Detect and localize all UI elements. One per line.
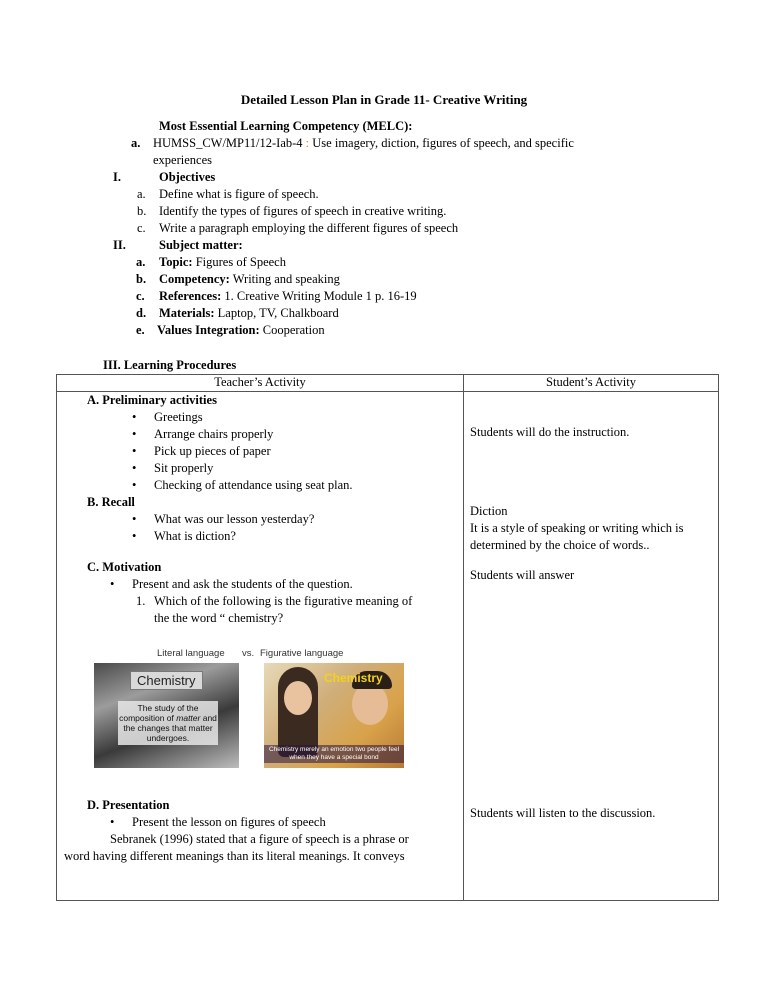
literal-word-box: Chemistry [130, 671, 203, 690]
subject-value: Laptop, TV, Chalkboard [214, 306, 339, 320]
list-item: • Arrange chairs properly [154, 427, 273, 442]
student-response-d: Students will listen to the discussion. [470, 806, 656, 820]
teacher-activity-cell [57, 392, 464, 901]
melc-marker: a. [131, 136, 141, 150]
subject-item-materials [159, 306, 339, 321]
student-response-b-line: It is a style of speaking or writing which is [470, 521, 684, 535]
subject-item-competency [159, 272, 340, 287]
melc-text [153, 136, 574, 151]
literal-def-emphasis: matter [176, 713, 201, 723]
literal-chemistry-image [94, 663, 239, 768]
procedures-heading: III. Learning Procedures [103, 358, 237, 372]
student-response-c: Students will answer [470, 568, 575, 582]
question-number: 1. [136, 594, 146, 608]
document-title: Detailed Lesson Plan in Grade 11- Creative Writing [240, 92, 528, 107]
subject-label: Topic: [159, 255, 193, 269]
subject-value: Cooperation [259, 323, 325, 337]
student-activity-cell [464, 392, 719, 901]
subject-label: Values Integration: [157, 323, 260, 337]
objective-marker: b. [137, 204, 147, 218]
literal-def-line: The study of the [137, 703, 199, 713]
subject-item-references [159, 289, 417, 304]
col-header-student: Student’s Activity [464, 375, 719, 392]
subject-marker: e. [136, 323, 145, 337]
figurative-definition [264, 745, 404, 763]
melc-description-cont: experiences [153, 153, 212, 167]
literal-def-line [118, 713, 218, 723]
list-item: • Pick up pieces of paper [154, 444, 271, 459]
question-text: Which of the following is the figurative meaning of [154, 594, 413, 608]
literal-def-line: undergoes. [146, 733, 190, 743]
subject-label: References: [159, 289, 222, 303]
literal-definition [118, 701, 218, 745]
image-caption-figurative: Figurative language [260, 648, 344, 659]
image-caption-literal: Literal language [157, 648, 225, 659]
subject-item-values [157, 323, 325, 338]
melc-description: Use imagery, diction, figures of speech, and specific [309, 136, 574, 150]
subject-item-topic [159, 255, 286, 270]
list-item: • Checking of attendance using seat plan. [154, 478, 353, 493]
face-right-icon [352, 683, 388, 725]
student-response-a: Students will do the instruction. [470, 425, 630, 439]
list-item: • What is diction? [154, 529, 236, 544]
figurative-word: Chemistry [324, 671, 383, 685]
literal-def-part: composition of [119, 713, 177, 723]
literal-def-part: and [200, 713, 217, 723]
objective-item: Define what is figure of speech. [159, 187, 319, 201]
melc-colon: : [302, 136, 310, 150]
list-item: • What was our lesson yesterday? [154, 512, 314, 527]
section-c-label: C. Motivation [87, 560, 162, 574]
section-b-label: B. Recall [87, 495, 135, 509]
procedures-table [56, 374, 719, 901]
subject-value: Figures of Speech [192, 255, 286, 269]
subject-label: Materials: [159, 306, 215, 320]
presentation-paragraph: Sebranek (1996) stated that a figure of speech is a phrase or [110, 832, 409, 846]
objective-marker: c. [137, 221, 146, 235]
subject-heading: Subject matter: [159, 238, 243, 252]
objectives-numeral: I. [113, 170, 121, 184]
subject-marker: b. [136, 272, 147, 286]
list-item: • Present and ask the students of the question. [132, 577, 353, 592]
figurative-chemistry-image [264, 663, 404, 768]
list-item: • Greetings [154, 410, 203, 425]
objectives-heading: Objectives [159, 170, 216, 184]
subject-value: Writing and speaking [229, 272, 340, 286]
subject-marker: a. [136, 255, 146, 269]
student-response-b-line: determined by the choice of words.. [470, 538, 650, 552]
literal-def-line: the changes that matter [123, 723, 213, 733]
objective-marker: a. [137, 187, 146, 201]
list-item: • Sit properly [154, 461, 213, 476]
subject-marker: d. [136, 306, 147, 320]
figurative-def-line: when they have a special bond [289, 754, 379, 761]
face-left-icon [284, 681, 312, 715]
student-response-b-title: Diction [470, 504, 508, 518]
section-d-label: D. Presentation [87, 798, 170, 812]
figurative-def-line: Chemistry merely an emotion two people feel [268, 746, 400, 753]
subject-value: 1. Creative Writing Module 1 p. 16-19 [221, 289, 417, 303]
subject-numeral: II. [113, 238, 126, 252]
question-text-cont: the the word “ chemistry? [154, 611, 284, 625]
list-item: • Present the lesson on figures of speech [132, 815, 326, 830]
subject-label: Competency: [159, 272, 230, 286]
subject-marker: c. [136, 289, 145, 303]
objective-item: Write a paragraph employing the different figures of speech [159, 221, 459, 235]
presentation-paragraph-cont: word having different meanings than its literal meanings. It conveys [64, 849, 405, 863]
objective-item: Identify the types of figures of speech in creative writing. [159, 204, 447, 218]
image-caption-vs: vs. [242, 648, 255, 659]
melc-code: HUMSS_CW/MP11/12-Iab-4 [153, 136, 303, 150]
col-header-teacher: Teacher’s Activity [57, 375, 464, 392]
section-a-label: A. Preliminary activities [87, 393, 217, 407]
melc-heading: Most Essential Learning Competency (MELC): [159, 119, 413, 133]
